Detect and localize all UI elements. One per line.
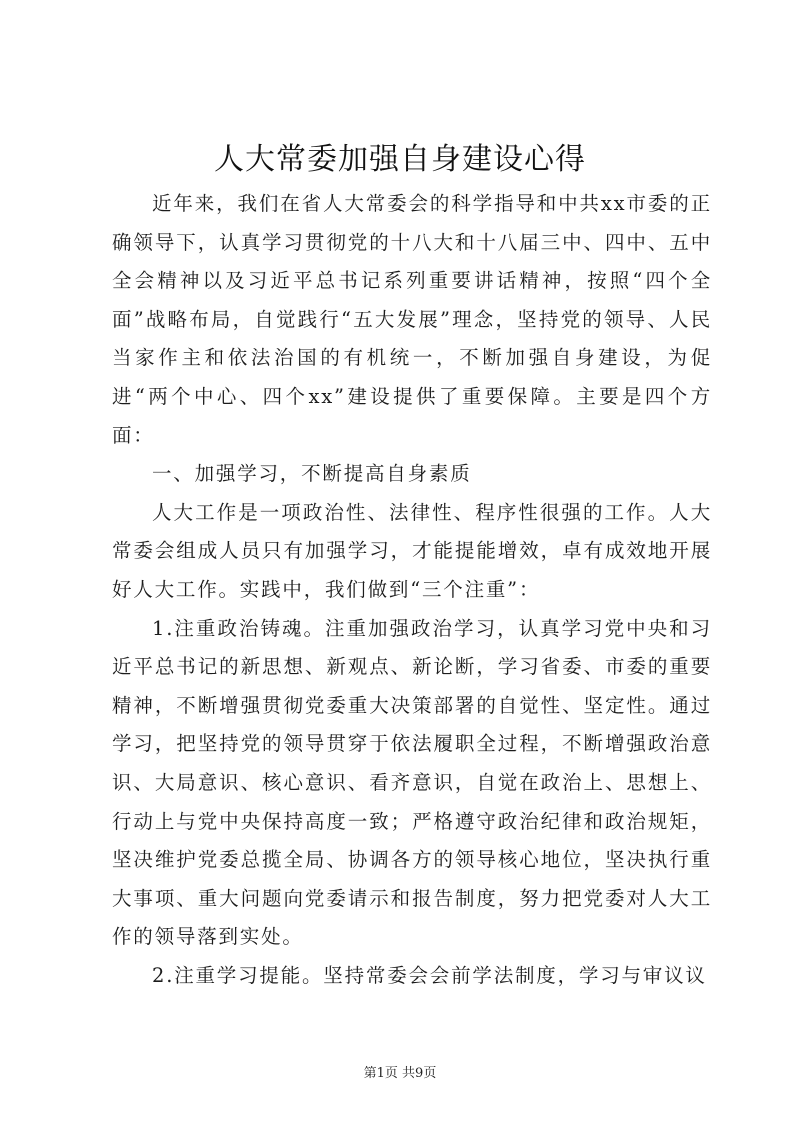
item-paragraph-2: 2.注重学习提能。坚持常委会会前学法制度，学习与审议议 bbox=[152, 963, 707, 987]
document-title: 人大常委加强自身建设心得 bbox=[214, 142, 586, 177]
section-heading: 一、加强学习，不断提高自身素质 bbox=[152, 462, 472, 486]
item-paragraph-1: 1.注重政治铸魂。注重加强政治学习，认真学习党中央和习近平总书记的新思想、新观点、新论断，学习省委、市委的重要精神，不断增强贯彻党委重大决策部署的自觉性、坚定性。通过学习，把坚持党的领导贯穿于依法履职全过程，不断增强政治意识、大局意识、核心意识、看齐意识，自觉在政治上、思想上、行动上与党中央保持高度一致；严格遵守政治纪律和政治规矩，坚决维护党委总揽全局、协调各方的领导核心地位，坚决执行重大事项、重大问题向党委请示和报告制度，努力把党委对人大工作的领导落到实处。 bbox=[112, 616, 712, 949]
section-paragraph: 人大工作是一项政治性、法律性、程序性很强的工作。人大常委会组成人员只有加强学习，才能提能增效，卓有成效地开展好人大工作。实践中，我们做到“三个注重”： bbox=[112, 500, 712, 601]
document-body bbox=[112, 185, 712, 995]
page-number-footer: 第1页 共9页 bbox=[363, 1066, 437, 1081]
intro-paragraph: 近年来，我们在省人大常委会的科学指导和中共xx市委的正确领导下，认真学习贯彻党的十八大和十八届三中、四中、五中全会精神以及习近平总书记系列重要讲话精神，按照“四个全面”战略布局，自觉践行“五大发展”理念，坚持党的领导、人民当家作主和依法治国的有机统一，不断加强自身建设，为促进“两个中心、四个xx”建设提供了重要保障。主要是四个方面： bbox=[112, 192, 712, 447]
